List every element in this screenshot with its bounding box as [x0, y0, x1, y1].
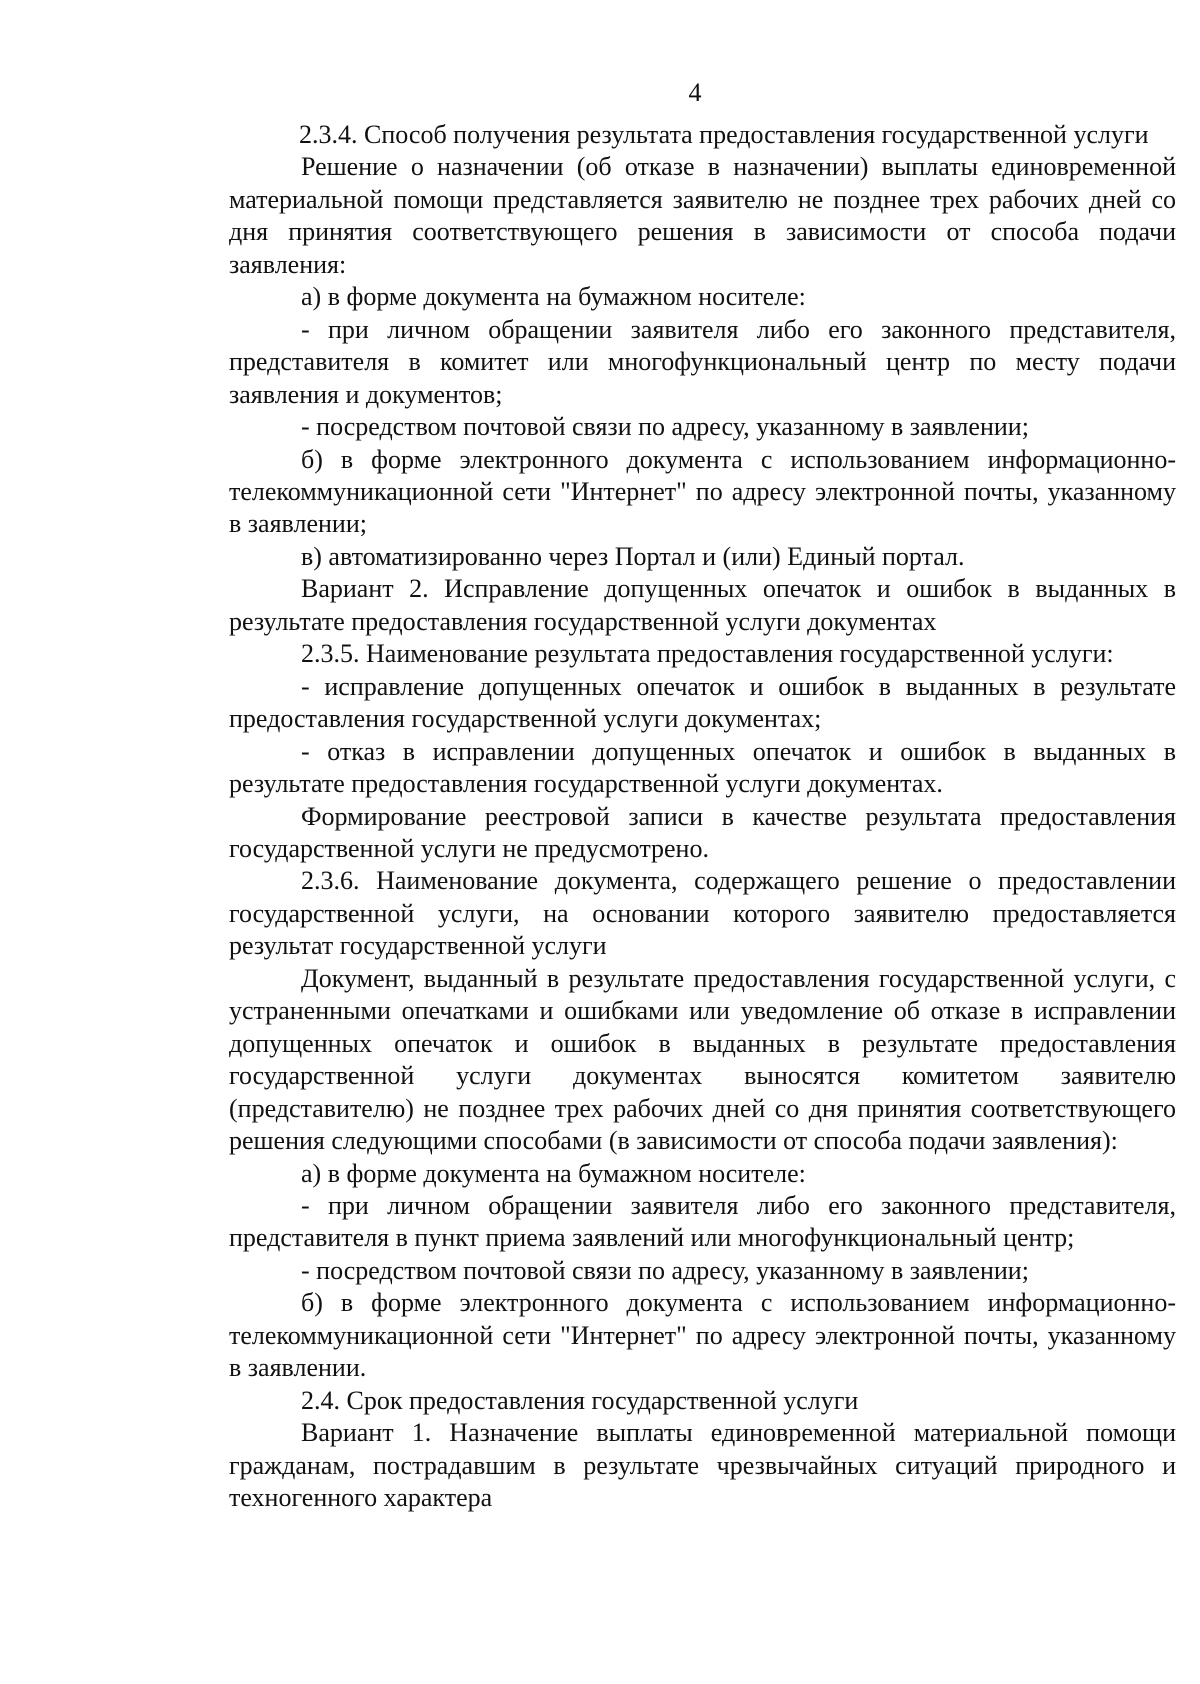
list-item: б) в форме электронного документа с использованием информационно-телекоммуникационной сети "Интернет" по адресу электронной почты, указанному в заявлении;	[229, 444, 1176, 539]
variant-heading-1: Вариант 1. Назначение выплаты единовременной материальной помощи гражданам, пострадавшим в результате чрезвычайных ситуаций природного и техногенного характера	[229, 1418, 1176, 1513]
list-item: - при личном обращении заявителя либо его законного представителя, представителя в пункт приема заявлений или многофункциональный центр;	[229, 1190, 1176, 1253]
paragraph: Решение о назначении (об отказе в назначении) выплаты единовременной материальной помощи представляется заявителю не позднее трех рабочих дней со дня принятия соответствующего решения в зависимости от способа подачи заявления:	[229, 152, 1176, 279]
page-number: 4	[688, 78, 702, 107]
document-body	[229, 119, 1176, 1514]
section-heading-2-3-6: 2.3.6. Наименование документа, содержащего решение о предоставлении государственной услуги, на основании которого заявителю предоставляется результат государственной услуги	[229, 866, 1176, 961]
section-heading-2-3-4: 2.3.4. Способ получения результата предоставления государственной услуги	[299, 120, 1149, 149]
section-heading-2-4: 2.4. Срок предоставления государственной услуги	[301, 1385, 859, 1415]
list-item: - отказ в исправлении допущенных опечаток и ошибок в выданных в результате предоставления государственной услуги документах.	[229, 736, 1176, 799]
list-item: б) в форме электронного документа с использованием информационно-телекоммуникационной сети "Интернет" по адресу электронной почты, указанному в заявлении.	[229, 1288, 1176, 1383]
list-item: в) автоматизированно через Портал и (или) Единый портал.	[301, 541, 965, 571]
list-item: - исправление допущенных опечаток и ошибок в выданных в результате предоставления государственной услуги документах;	[229, 671, 1176, 734]
list-item: - посредством почтовой связи по адресу, указанному в заявлении;	[301, 1255, 1029, 1285]
section-heading-2-3-5: 2.3.5. Наименование результата предоставления государственной услуги:	[301, 639, 1114, 669]
variant-heading-2: Вариант 2. Исправление допущенных опечаток и ошибок в выданных в результате предоставления государственной услуги документах	[229, 574, 1176, 636]
list-item: а) в форме документа на бумажном носителе:	[301, 282, 806, 312]
list-item: - посредством почтовой связи по адресу, указанному в заявлении;	[301, 412, 1029, 442]
paragraph: Формирование реестровой записи в качестве результата предоставления государственной услуги не предусмотрено.	[229, 801, 1176, 863]
list-item: - при личном обращении заявителя либо его законного представителя, представителя в комитет или многофункциональный центр по месту подачи заявления и документов;	[229, 314, 1176, 409]
paragraph: Документ, выданный в результате предоставления государственной услуги, с устраненными опечатками и ошибками или уведомление об отказе в исправлении допущенных опечаток и ошибок в выданных в результате предоставления государственной услуги документах выносятся комитетом заявителю (представителю) не позднее трех рабочих дней со дня принятия соответствующего решения следующими способами (в зависимости от способа подачи заявления):	[229, 963, 1176, 1156]
list-item: а) в форме документа на бумажном носителе:	[301, 1158, 806, 1188]
